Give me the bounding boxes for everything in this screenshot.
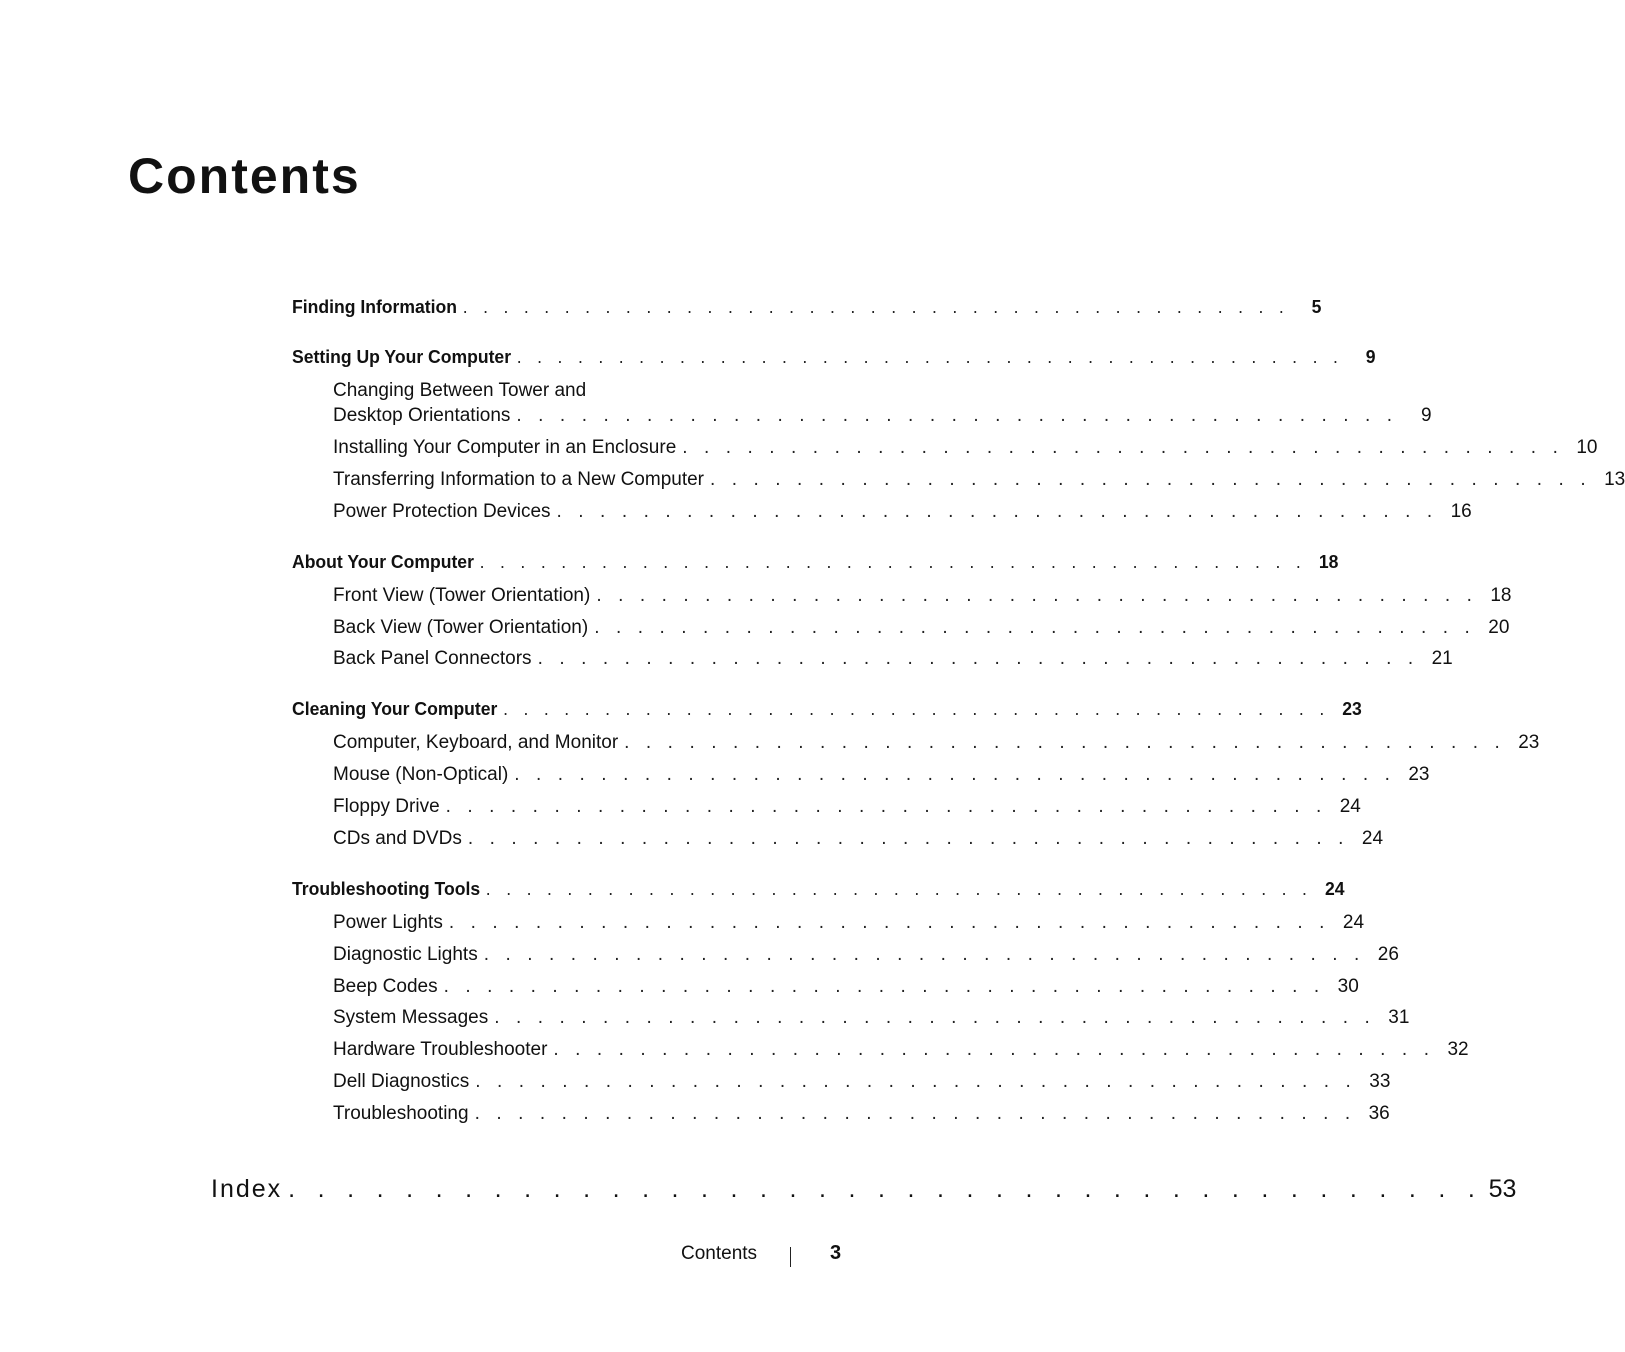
toc-entry-page: 21 [1431, 648, 1453, 669]
toc-entry-title: Back Panel Connectors [333, 648, 532, 669]
toc-entry-title: Desktop Orientations [333, 405, 511, 426]
toc-leader-dots: . . . . . . . . . . . . . . . . . . . . . . . . . . . . . . . . . . . . . . . . . [516, 346, 1344, 367]
toc-entry-page: 13 [1604, 469, 1625, 490]
toc-leader-dots: . . . . . . . . . . . . . . . . . . . . . . . . . . . . . . . . . . . . . . . . . [624, 732, 1506, 753]
toc-entry-index[interactable] [211, 1172, 1517, 1206]
toc-entry-title: Floppy Drive [333, 796, 440, 817]
toc-entry-desktop-orientations[interactable] [333, 404, 1432, 428]
toc-entry-title: Diagnostic Lights [333, 944, 478, 965]
toc-leader-dots: . . . . . . . . . . . . . . . . . . . . . . . . . . . . . . . . . . . . . . . . . [516, 405, 1398, 426]
footer-page-number: 3 [830, 1242, 842, 1264]
toc-entry-page: 23 [1342, 698, 1362, 719]
toc-entry-page: 36 [1368, 1103, 1390, 1124]
toc-entry-cds-and-dvds[interactable] [333, 827, 1384, 851]
toc-entry-page: 33 [1369, 1071, 1391, 1092]
toc-entry-transferring-information[interactable] [333, 468, 1625, 492]
toc-entry-floppy-drive[interactable] [333, 795, 1361, 819]
toc-entry-title: Hardware Troubleshooter [333, 1039, 548, 1060]
toc-leader-dots: . . . . . . . . . . . . . . . . . . . . . . . . . . . . . . . . . . . . . . . . . [485, 878, 1313, 899]
toc-entry-installing-in-enclosure[interactable] [333, 436, 1598, 460]
toc-entry-mouse-non-optical[interactable] [333, 763, 1430, 787]
toc-entry-page: 16 [1450, 501, 1472, 522]
toc-leader-dots: . . . . . . . . . . . . . . . . . . . . . . . . . . . . . . . . . . . . . . . . . [494, 1007, 1376, 1028]
toc-entry-page: 10 [1576, 437, 1598, 458]
toc-entry-page: 5 [1311, 296, 1322, 317]
toc-entry-page: 9 [1421, 405, 1432, 426]
toc-entry-title: Back View (Tower Orientation) [333, 617, 589, 638]
toc-entry-title: Transferring Information to a New Computer [333, 469, 705, 490]
toc-entry-page: 30 [1337, 976, 1359, 997]
toc-entry-title: Index [211, 1175, 283, 1203]
toc-entry-power-lights[interactable] [333, 911, 1365, 935]
toc-entry-page: 24 [1342, 912, 1365, 933]
toc-leader-dots: . . . . . . . . . . . . . . . . . . . . . . . . . . . . . . . . . . . . . . . . . [474, 1103, 1356, 1124]
toc-leader-dots: . . . . . . . . . . . . . . . . . . . . . . . . . . . . . . . . . . . . . . . . . [479, 551, 1307, 572]
toc-leader-dots: . . . . . . . . . . . . . . . . . . . . . . . . . . . . . . . . . . . . . . . . . [682, 437, 1564, 458]
toc-leader-dots: . . . . . . . . . . . . . . . . . . . . . . . . . . . . . . . . . . . . . . . . . [514, 764, 1396, 785]
toc-entry-page: 18 [1318, 551, 1339, 572]
toc-leader-dots: . . . . . . . . . . . . . . . . . . . . . . . . . . . . . . . . . . . . . . . . . [475, 1071, 1357, 1092]
toc-leader-dots: . . . . . . . . . . . . . . . . . . . . . . . . . . . . . . . . . . . . . . . . . [483, 944, 1365, 965]
toc-entry-page: 32 [1447, 1039, 1469, 1060]
toc-entry-beep-codes[interactable] [333, 975, 1359, 999]
toc-entry-title: Mouse (Non-Optical) [333, 764, 509, 785]
toc-leader-dots: . . . . . . . . . . . . . . . . . . . . . . . . . . . . . . . . . . . . . . . . . [445, 796, 1327, 817]
toc-entry-title: Troubleshooting [333, 1103, 469, 1124]
toc-leader-dots: . . . . . . . . . . . . . . . . . . . . . . . . . . . . . . . . . . . . . . . . . [462, 296, 1290, 317]
toc-entry-page: 24 [1324, 878, 1345, 899]
toc-entry-title: Front View (Tower Orientation) [333, 585, 591, 606]
toc-entry-finding-information[interactable] [292, 295, 1322, 319]
toc-entry-power-protection-devices[interactable] [333, 500, 1472, 524]
toc-entry-page: 53 [1488, 1175, 1517, 1203]
toc-entry-page: 26 [1377, 944, 1399, 965]
toc-leader-dots: . . . . . . . . . . . . . . . . . . . . . . . . . . . . . . . . . . . . . . . . . [553, 1039, 1435, 1060]
toc-leader-dots: . . . . . . . . . . . . . . . . . . . . . . . . . . . . . . . . . . . . . . . . . [443, 976, 1325, 997]
toc-entry-title: Cleaning Your Computer [292, 698, 498, 719]
toc-leader-dots: . . . . . . . . . . . . . . . . . . . . . . . . . . . . . . . . . . . . . . . . . [467, 828, 1350, 849]
toc-entry-page: 24 [1361, 828, 1384, 849]
toc-entry-title: Dell Diagnostics [333, 1071, 470, 1092]
toc-entry-title: Computer, Keyboard, and Monitor [333, 732, 619, 753]
toc-entry-page: 20 [1488, 617, 1510, 638]
toc-entry-title-line1[interactable]: Changing Between Tower and [333, 380, 587, 401]
toc-entry-title: Finding Information [292, 296, 457, 317]
toc-entry-troubleshooting-tools[interactable] [292, 877, 1345, 901]
toc-entry-dell-diagnostics[interactable] [333, 1070, 1391, 1094]
toc-leader-dots: . . . . . . . . . . . . . . . . . . . . . . . . . . . . . . . . . . . . . . . . . [448, 912, 1331, 933]
toc-entry-title: Power Lights [333, 912, 443, 933]
toc-entry-page: 23 [1518, 732, 1540, 753]
footer-divider [790, 1247, 791, 1267]
toc-leader-dots: . . . . . . . . . . . . . . . . . . . . . . . . . . . . . . . . . . . . . . . . . [596, 585, 1478, 606]
toc-entry-diagnostic-lights[interactable] [333, 943, 1399, 967]
toc-entry-page: 23 [1408, 764, 1430, 785]
toc-leader-dots: . . . . . . . . . . . . . . . . . . . . . . . . . . . . . . . . . . . . . . . . . [710, 469, 1592, 490]
toc-entry-about-your-computer[interactable] [292, 550, 1339, 574]
toc-entry-troubleshooting[interactable] [333, 1102, 1390, 1126]
toc-entry-page: 18 [1490, 585, 1512, 606]
toc-entry-title: Setting Up Your Computer [292, 346, 512, 367]
toc-entry-title: Beep Codes [333, 976, 438, 997]
toc-entry-hardware-troubleshooter[interactable] [333, 1038, 1469, 1062]
toc-entry-page: 9 [1365, 346, 1376, 367]
toc-entry-title: Troubleshooting Tools [292, 878, 481, 899]
toc-entry-computer-keyboard-monitor[interactable] [333, 731, 1540, 755]
footer-section-label: Contents [681, 1243, 758, 1264]
toc-leader-dots: . . . . . . . . . . . . . . . . . . . . . . . . . . . . . . . . . . . . . . . . . [537, 648, 1419, 669]
toc-entry-back-view[interactable] [333, 616, 1510, 640]
toc-leader-dots: . . . . . . . . . . . . . . . . . . . . . . . . . . . . . . . . . . . . . . . . . [503, 698, 1330, 719]
toc-entry-cleaning-your-computer[interactable] [292, 697, 1362, 721]
toc-entry-title: Power Protection Devices [333, 501, 551, 522]
toc-entry-page: 24 [1339, 796, 1361, 817]
toc-leader-dots: . . . . . . . . . . . . . . . . . . . . . . . . . . . . . . . . . . . . . . . . . [594, 617, 1476, 638]
toc-entry-setting-up-your-computer[interactable] [292, 345, 1376, 369]
toc-entry-title: System Messages [333, 1007, 489, 1028]
page-title: Contents [128, 148, 361, 204]
toc-entry-front-view[interactable] [333, 584, 1512, 608]
toc-entry-title: Installing Your Computer in an Enclosure [333, 437, 677, 458]
toc-entry-system-messages[interactable] [333, 1006, 1410, 1030]
toc-leader-dots: . . . . . . . . . . . . . . . . . . . . . . . . . . . . . . . . . . . . . . . . . [288, 1175, 1483, 1203]
toc-entry-page: 31 [1388, 1007, 1410, 1028]
toc-entry-back-panel-connectors[interactable] [333, 647, 1453, 671]
toc-entry-title: About Your Computer [292, 551, 474, 572]
toc-entry-title: CDs and DVDs [333, 828, 462, 849]
toc-leader-dots: . . . . . . . . . . . . . . . . . . . . . . . . . . . . . . . . . . . . . . . . . [556, 501, 1438, 522]
